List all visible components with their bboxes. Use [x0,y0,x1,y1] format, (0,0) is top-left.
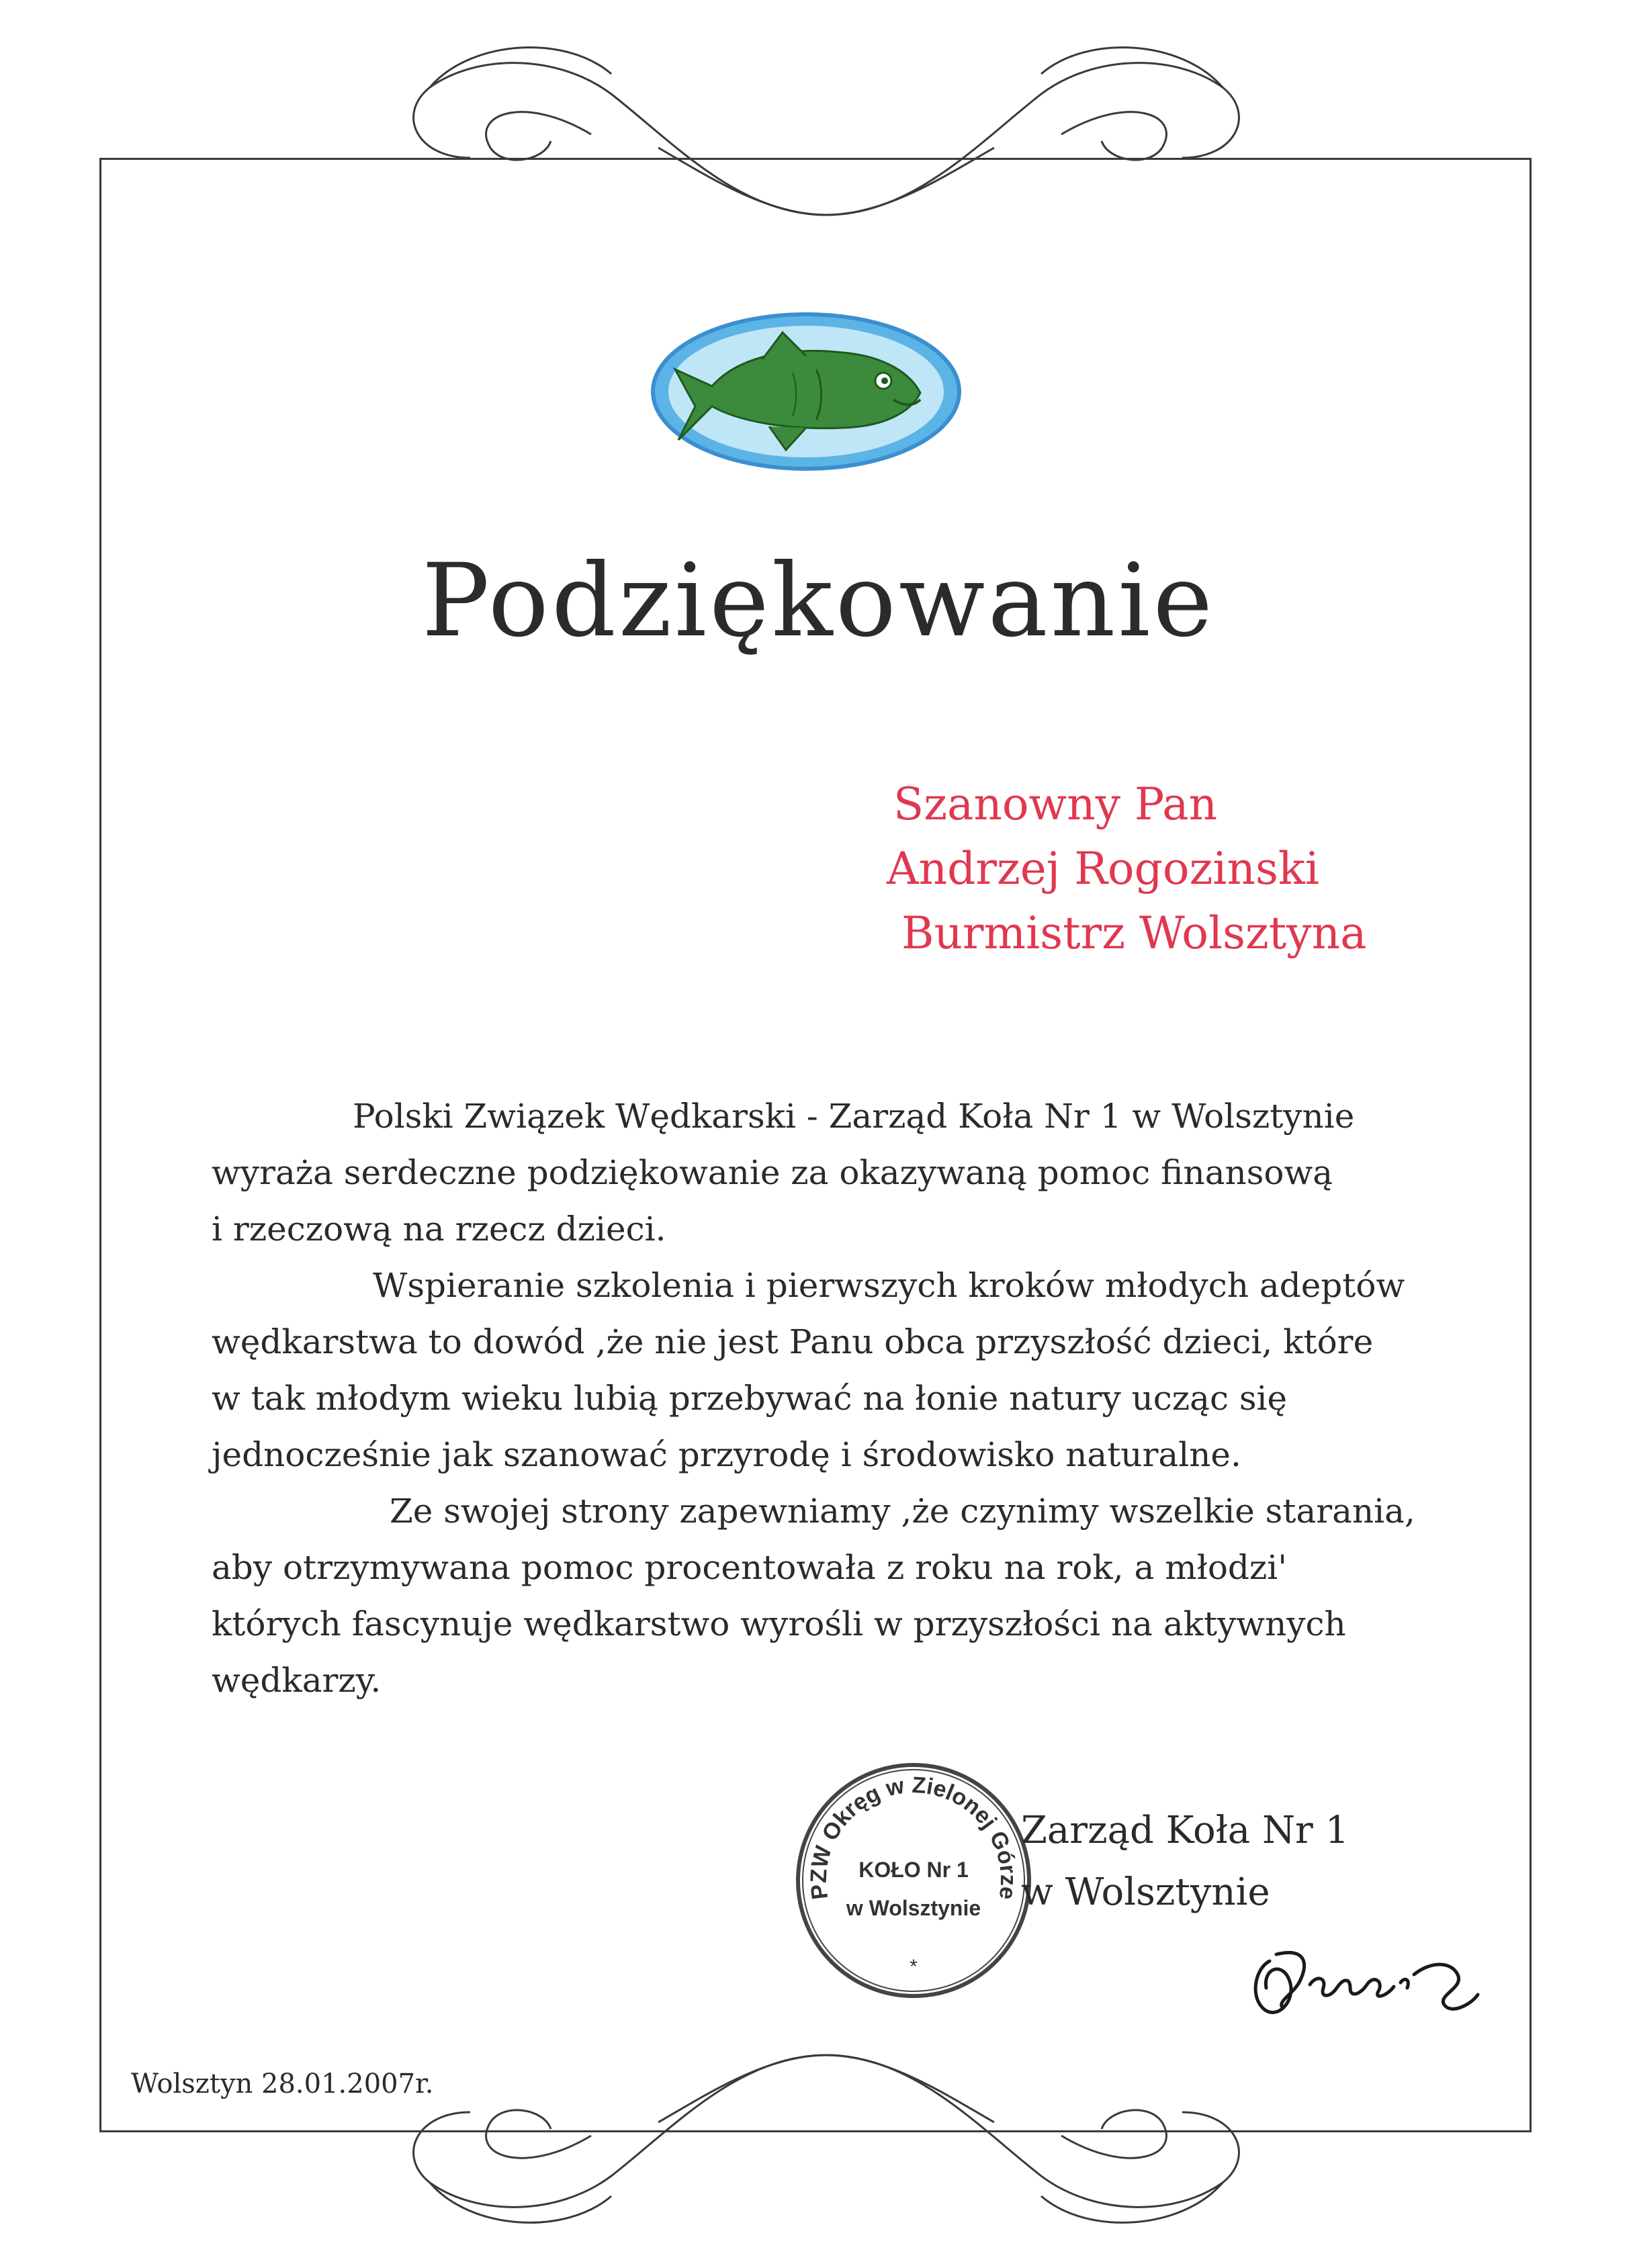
body-line: wędkarstwa to dowód ,że nie jest Panu obca przyszłość dzieci, które [212,1322,1374,1361]
stamp-center-line2: w Wolsztynie [846,1896,981,1920]
document-date: Wolsztyn 28.01.2007r. [131,2069,434,2099]
bottom-flourish-ornament [390,2015,1263,2257]
body-line: wędkarzy. [212,1661,382,1700]
signature-location: w Wolsztynie [1021,1870,1270,1914]
addressee-name: Andrzej Rogozinski [887,843,1320,895]
letter-body [212,1088,1474,1709]
body-line: w tak młodym wieku lubią przebywać na łonie natury ucząc się [212,1379,1288,1418]
addressee-position: Burmistrz Wolsztyna [901,907,1367,959]
body-line: Ze swojej strony zapewniamy ,że czynimy wszelkie starania, [390,1492,1415,1531]
body-line: jednocześnie jak szanować przyrodę i środowisko naturalne. [212,1435,1241,1474]
stamp-star: * [910,1956,918,1978]
body-line: których fascynuje wędkarstwo wyrośli w przyszłości na aktywnych [212,1604,1346,1643]
body-line: aby otrzymywana pomoc procentowała z roku na rok, a młodzi' [212,1548,1288,1587]
stamp-center-line1: KOŁO Nr 1 [858,1858,969,1882]
body-line: Wspieranie szkolenia i pierwszych kroków młodych adeptów [373,1266,1405,1305]
body-line: i rzeczową na rzecz dzieci. [212,1210,666,1249]
page-title: Podziękowanie [421,543,1216,660]
fish-logo-icon [648,306,964,473]
body-line: wyraża serdeczne podziękowanie za okazywaną pomoc finansową [212,1153,1333,1192]
signature-org: Zarząd Koła Nr 1 [1021,1809,1350,1852]
addressee-block [887,772,1367,966]
round-stamp-icon [793,1760,1034,2001]
handwritten-signature-icon [1236,1921,1505,2028]
stamp-outer-text: PZW Okręg w Zielonej Górze [805,1772,1022,1901]
addressee-salutation: Szanowny Pan [893,778,1218,830]
body-line: Polski Związek Wędkarski - Zarząd Koła Nr 1 w Wolsztynie [353,1097,1355,1136]
signature-block [1021,1800,1349,1923]
